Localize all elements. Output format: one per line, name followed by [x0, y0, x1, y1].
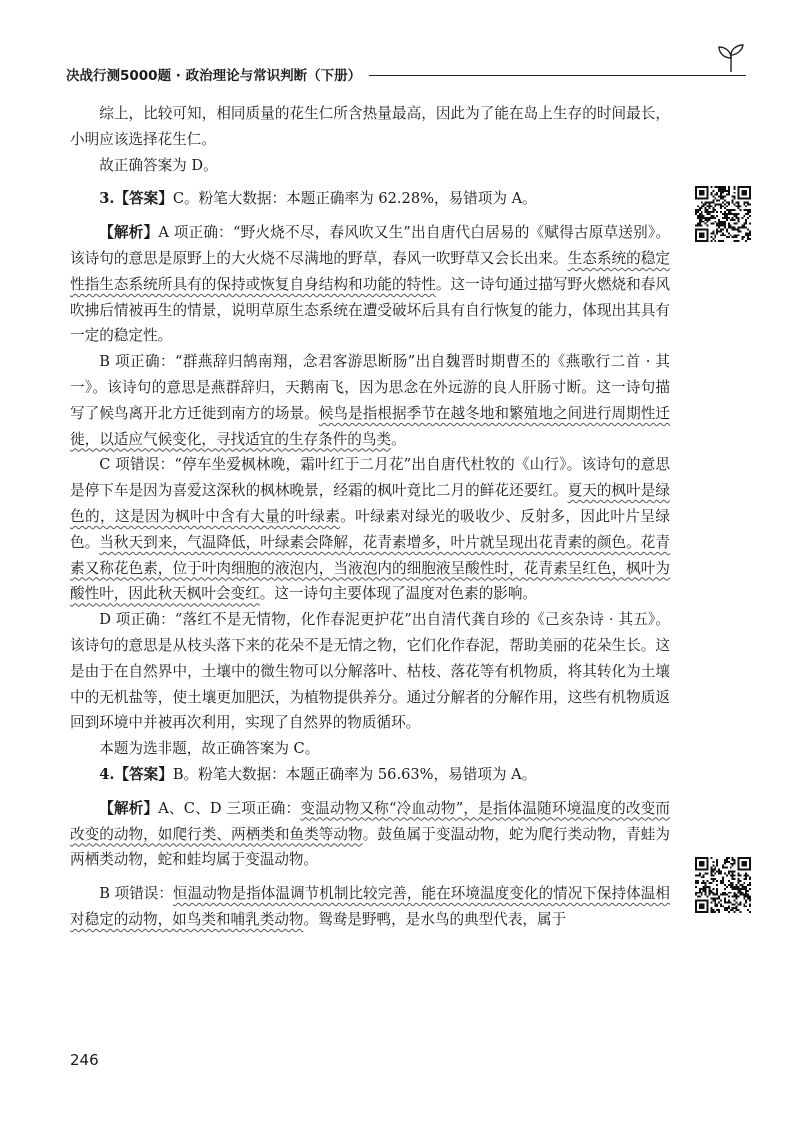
- body-text: B 项正确：“群燕辞归鹄南翔，念君客游思断肠”出自魏晋时期曹丕的《燕歌行二首 · 其一》。该诗句的意思是燕群辞归，天鹅南飞，因为思念在外远游的良人肝肠寸断。这一诗句描写了候鸟离开北方迁徙到南方的场景。: [70, 353, 670, 422]
- book-title: 决战行测5000题 · 政治理论与常识判断（下册）: [66, 68, 362, 84]
- body-text: A、C、D 三项正确：: [158, 799, 301, 817]
- body-text: 。: [391, 430, 406, 448]
- paragraph: [70, 736, 670, 762]
- key-point-text: 当秋天到来，气温降低，叶绿素会降解，花青素增多，叶片就呈现出花青素的颜色。花青素又称花色素，位于叶肉细胞的液泡内，当液泡内的细胞液呈酸性时，花青素呈红色，枫叶为酸性叶，因此秋天枫叶会变红: [70, 533, 670, 603]
- page-number: 246: [70, 1051, 99, 1069]
- paragraph: [70, 349, 670, 452]
- paragraph: [70, 186, 670, 212]
- key-point-text: 变温动物又称“冷血动物”，是指体温随环境温度的改变而改变的动物，如爬行类、两栖类和鱼类等动物: [70, 799, 670, 843]
- paragraph: [70, 762, 670, 788]
- answer-label: 3.【答案】: [99, 190, 173, 208]
- running-header: [66, 62, 746, 86]
- key-point-text: 夏天的枫叶是绿色的，这是因为枫叶中含有大量的叶绿素: [70, 482, 670, 525]
- body-text: 综上，比较可知，相同质量的花生仁所含热量最高，因此为了能在岛上生存的时间最长，小明应该选择花生仁。: [70, 105, 670, 148]
- sprout-icon: [716, 42, 746, 72]
- body-text: C 项错误：“停车坐爱枫林晚，霜叶红于二月花”出自唐代杜牧的《山行》。该诗句的意思是停下车是因为喜爱这深秋的枫林晚景，经霜的枫叶竟比二月的鲜花还要红。: [70, 456, 670, 500]
- body-text: A 项正确：“野火烧不尽，春风吹又生”出自唐代白居易的《赋得古原草送别》。该诗句的意思是原野上的大火烧不尽满地的野草，春风一吹野草又会长出来。: [70, 224, 670, 267]
- body-text: 。鸳鸯是野鸭，是水鸟的典型代表，属于: [303, 910, 567, 928]
- body-text: 。叶绿素对绿光的吸收少、反射多，因此叶片呈绿色。: [70, 507, 670, 551]
- paragraph: [70, 153, 670, 179]
- body-text: 故正确答案为 D。: [99, 156, 218, 174]
- body-text: B 项错误：: [99, 885, 174, 903]
- body-text: D 项正确：“落红不是无情物，化作春泥更护花”出自清代龚自珍的《己亥杂诗 · 其五》。该诗句的意思是从枝头落下来的花朵不是无情之物，它们化作春泥，帮助美丽的花朵生长。这是由于在自然界中，土壤中的微生物可以分解落叶、枯枝、落花等有机物质，将其转化为土壤中的无机盐等，使土壤更加肥沃，为植物提供养分。通过分解者的分解作用，这些有机物质返回到环境中并被再次利用，实现了自然界的物质循环。: [70, 611, 670, 732]
- body-text: 。这一诗句主要体现了温度对色素的影响。: [259, 585, 538, 603]
- qr-code-icon[interactable]: [695, 857, 751, 913]
- paragraph: [70, 607, 670, 736]
- body-text: B。粉笔大数据：本题正确率为 56.63%，易错项为 A。: [172, 765, 537, 783]
- body-text: C。粉笔大数据：本题正确率为 62.28%，易错项为 A。: [172, 190, 537, 208]
- paragraph: [70, 452, 670, 607]
- answer-label: 【解析】: [99, 799, 159, 817]
- key-point-text: 恒温动物是指体温调节机制比较完善，能在环境温度变化的情况下保持体温相对稳定的动物，如鸟类和哺乳类动物: [70, 885, 670, 928]
- answer-label: 4.【答案】: [99, 765, 173, 783]
- paragraph: [70, 101, 670, 153]
- header-rule: [369, 75, 746, 76]
- body-text: 。鼓鱼属于变温动物，蛇为爬行类动物，青蛙为两栖类动物，蛇和蛙均属于变温动物。: [70, 825, 670, 869]
- paragraph: [70, 881, 670, 933]
- body-text: 。这一诗句通过描写野火燃烧和春风吹拂后情被再生的情景，说明草原生态系统在遭受破坏后具有自行恢复的能力，体现出其具有一定的稳定性。: [70, 275, 670, 345]
- key-point-text: 生态系统的稳定性指生态系统所具有的保持或恢复自身结构和功能的特性: [70, 249, 670, 293]
- key-point-text: 候鸟是指根据季节在越冬地和繁殖地之间进行周期性迁徙，以适应气候变化，寻找适宜的生存条件的鸟类: [70, 404, 670, 448]
- paragraph: [70, 220, 670, 349]
- body-text: 本题为选非题，故正确答案为 C。: [99, 740, 320, 758]
- qr-code-icon[interactable]: [695, 186, 751, 242]
- answer-explanation-body: [70, 101, 670, 933]
- paragraph: [70, 796, 670, 873]
- answer-label: 【解析】: [99, 224, 159, 242]
